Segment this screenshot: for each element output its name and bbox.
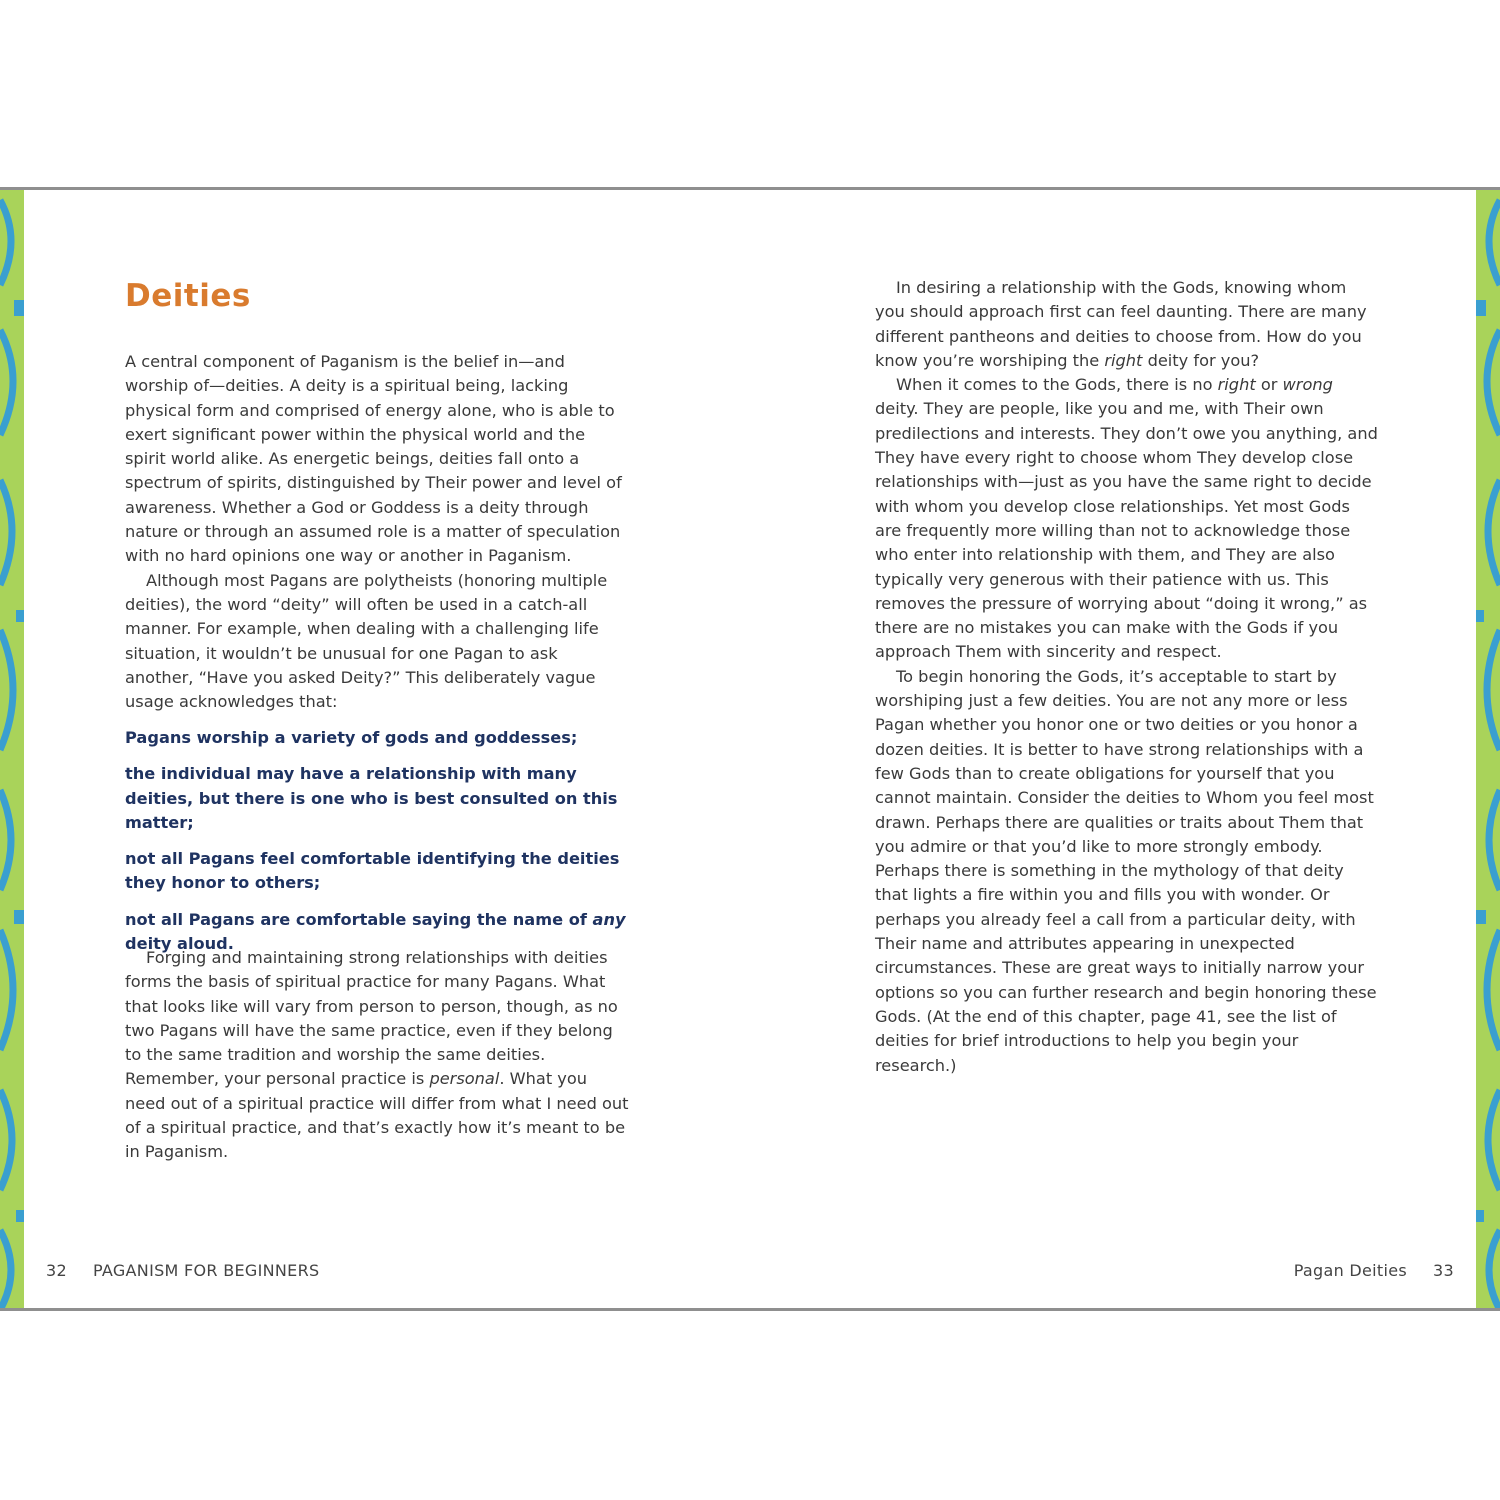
left-page-edge-pattern xyxy=(0,190,24,1308)
paragraph: Although most Pagans are polytheists (honoring multiple deities), the word “deity” will often be used in a catch-all manner. For example, when dealing with a challenging life situation, it wouldn’t be unusual for one Pagan to ask another, “Have you asked Deity?” This deliberately vague usage acknowledges that: xyxy=(125,570,608,712)
left-body-text xyxy=(125,350,630,714)
paragraph: A central component of Paganism is the belief in—and worship of—deities. A deity is a spiritual being, lacking physical form and comprised of energy alone, who is able to exert significant power within the physical world and the spirit world alike. As energetic beings, deities fall onto a spectrum of spirits, distinguished by Their power and level of awareness. Whether a God or Goddess is a deity through nature or through an assumed role is a matter of speculation with no hard opinions one way or another in Paganism. xyxy=(125,352,622,566)
right-folio xyxy=(1294,1261,1454,1280)
paragraph xyxy=(875,276,1380,373)
page-number: 32 xyxy=(46,1261,67,1280)
text-run: Forging and maintaining strong relationships with deities forms the basis of spiritual practice for many Pagans. What that looks like will vary from person to person, though, as no two Pagans will have the same practice, even if they belong to the same tradition and worship the same deities. Remember, your personal practice is xyxy=(125,948,618,1089)
bold-statement-list xyxy=(125,726,630,968)
bold-statement: the individual may have a relationship with many deities, but there is one who is best consulted on this matter; xyxy=(125,764,618,832)
text-run: deity aloud. xyxy=(125,934,234,954)
text-run: When it comes to the Gods, there is no xyxy=(896,375,1218,395)
page-number: 33 xyxy=(1433,1261,1454,1280)
running-head: PAGANISM FOR BEGINNERS xyxy=(92,1261,320,1280)
emphasis: personal xyxy=(429,1069,500,1089)
paragraph xyxy=(125,946,630,1165)
right-page-edge-pattern xyxy=(1476,190,1500,1308)
text-run: In desiring a relationship with the Gods, knowing whom you should approach first can feel daunting. There are many different pantheons and deities to choose from. How do you know you’re worshiping the xyxy=(875,278,1367,370)
paragraph: To begin honoring the Gods, it’s acceptable to start by worshiping just a few deities. You are not any more or less Pagan whether you honor one or two deities or you honor a dozen deities. It is better to have strong relationships with a few Gods than to create obligations for yourself that you cannot maintain. Consider the deities to Whom you feel most drawn. Perhaps there are qualities or traits about Them that you admire or that you’d like to more strongly embody. Perhaps there is something in the mythology of that deity that lights a fire within you and fills you with wonder. Or perhaps you already feel a call from a particular deity, with Their name and attributes appearing in unexpected circumstances. These are great ways to initially narrow your options so you can further research and begin honoring these Gods. (At the end of this chapter, page 41, see the list of deities for brief introductions to help you begin your research.) xyxy=(875,666,1377,1075)
bold-statement: not all Pagans feel comfortable identifying the deities they honor to others; xyxy=(125,849,620,893)
section-heading: Deities xyxy=(125,278,251,314)
text-run: or xyxy=(1255,375,1283,395)
right-body-text xyxy=(875,276,1380,1078)
text-run: not all Pagans are comfortable saying the name of xyxy=(125,909,593,929)
book-spread xyxy=(0,187,1500,1311)
emphasis: right xyxy=(1217,375,1256,395)
text-run: deity. They are people, like you and me, with Their own predilections and interests. They don’t owe you anything, and They have every right to choose whom They develop close relationships with—just as you have the same right to decide with whom you develop close relationships. Yet most Gods are frequently more willing than not to acknowledge those who enter into relationship with them, and They are also typically very generous with their patience with us. This removes the pressure of worrying about “doing it wrong,” as there are no mistakes you can make with the Gods if you approach Them with sincerity and respect. xyxy=(875,399,1378,662)
left-folio xyxy=(46,1261,319,1280)
text-run: deity for you? xyxy=(1142,350,1260,370)
running-head: Pagan Deities xyxy=(1293,1261,1408,1280)
bold-statement: Pagans worship a variety of gods and goddesses; xyxy=(125,728,578,747)
emphasis: right xyxy=(1104,350,1143,370)
edge-pattern-decoration xyxy=(1476,190,1500,1308)
text-run: . What you need out of a spiritual practice will differ from what I need out of a spiritual practice, and that’s exactly how it’s meant to be in Paganism. xyxy=(125,1069,629,1162)
emphasis: wrong xyxy=(1282,375,1333,395)
left-body-text-continued xyxy=(125,946,630,1165)
edge-pattern-decoration xyxy=(0,190,24,1308)
paragraph xyxy=(875,373,1380,665)
emphasis: any xyxy=(592,909,626,929)
